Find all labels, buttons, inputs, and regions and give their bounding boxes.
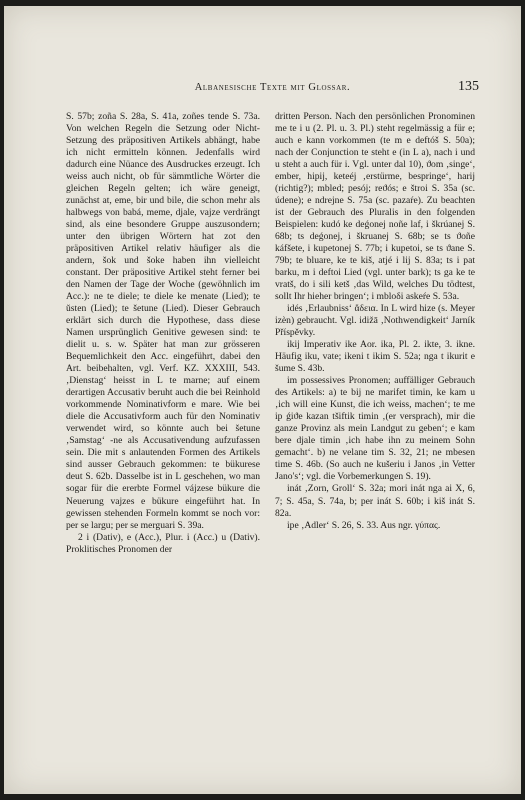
paragraph: dritten Person. Nach den persönlichen Pronominen me te i u (2. Pl. u. 3. Pl.) steht regelmässig a für e; auch e kann vorkommen (te m e deftóš S. 50a); nach der Conjunction te steht e (in L a), nach i und u steht a auch für i. Vgl. unter dal 10), ϑom ‚singe‘, ember, hipij, keteéj ‚erstürme, bespringe‘, harij (richtig?); mbled; pesój; reϑós; e štroi S. 35a (sc. údene); e ndrejne S. 75a (sc. pazaŕe). Zu beachten ist der Gebrauch des Pluralis in den folgenden Beispielen: kudó ke deǵonej noñe laf, i škrúanej S. 68b; ts deǵonej, i škruanej S. 68b; se ts ϑoñe káfšete, i kupetonej S. 77b; i kupetoi, se ts ϑane S. 79b; te bluare, ke te kiš, atjé i lij S. 83a; ts i pat barku, m i deftoi Lied (vgl. unter bark); ts ga ke te vratš, do i sili ketš ‚das Wild, welches Du tödtest, sollt Ihr hieher bringen‘; i mbloδi askeŕe S. 53a. [275,111,475,303]
entry-paragraph: ikij Imperativ ike Aor. ika, Pl. 2. ikte, 3. ikne. Häufig iku, vate; ikeni t ikim S. 52a; nga t ikurit e šume S. 43b. [275,339,475,375]
right-column [275,111,475,532]
entry-paragraph: inát ‚Zorn, Groll‘ S. 32a; mori inát nga ai X, 6, 7; S. 45a, S. 74a, b; per inát S. 60b; i kiš inát S. 82a. [275,483,475,519]
page-header [66,79,479,102]
entry-paragraph: im possessives Pronomen; auffälliger Gebrauch des Artikels: a) te bij ne marifet timin, ke kam u ‚ich will eine Kunst, die ich weiss, machen‘; te me ip ǵiϑe kazan tšiftik timin ‚(er versprach), mir die ganze Provinz als mein Landgut zu geben‘; e kam bere djale timin ‚ich habe ihn zu meinem Sohn gemacht‘. b) ne velane tim S. 32, 21; ne mbesen time S. 46b. (So auch ne kušeriu i Janos ‚in Vetter Jano's‘; vgl. die Vorbemerkungen S. 19). [275,375,475,483]
entry-paragraph: ipe ‚Adler‘ S. 26, S. 33. Aus ngr. γύπας. [287,519,441,531]
paragraph: S. 57b; zoña S. 28a, S. 41a, zoñes tende S. 73a. Von welchen Regeln die Setzung oder Nicht-Setzung des präpositiven Artikels abhängt, habe ich nicht ermitteln können. Jedenfalls wird dadurch eine Nüance des Ausdruckes erzeugt. Ich weiss auch nicht, ob für sämmtliche Wörter die gleichen Regeln gelten; ich wäre geneigt, zunächst at, eme, bir und bile, die schon mehr als halbwegs von babá, meme, djale, vajze verdrängt sind, als eine besondere Gruppe auszusondern; unter den übrigen Wörtern hat zot den präpositiven Artikel relativ häufiger als die andern, šok und šoke haben ihn vielleicht constant. Der präpositive Artikel steht ferner bei den Namen der Tage der Woche (gewöhnlich im Acc.): ne te diele; te diele ke menate (Lied); te ŭsten (Lied); te šetune (Lied). Dieser Gebrauch erklärt sich durch die Hypothese, dass diese Namen ursprünglich Genitive gewesen sind: te dielit u. s. w. Später hat man zur grösseren Bequemlichkeit den Acc. eingeführt, dabei den Art. beibehalten, vgl. Verf. KZ. XXXIII, 543. ‚Dienstag‘ heisst in L te marne; auf einem derartigen Accusativ beruht auch die bei Reinhold vorkommende Nominativform e mare. Wie bei diele die Accusativform auch für den Nominativ verwendet wird, so könnte auch bei šetune ‚Samstag‘ -ne als Accusativendung aufzufassen sein. Die mit s anlautenden Formen des Artikels sind ausser Gebrauch gekommen: te bükurese deut S. 62b. Dasselbe ist in L geschehen, wo man sogar für die ererbte Formel vájzese bükure die Neuerung vajzes e bükure eingeführt hat. In gewissen stehenden Formeln kommt se noch vor: per se largu; per se merguari S. 39a. [66,111,260,531]
entry-paragraph: idés ‚Erlaubniss‘ ἄδεια. In L wird hize (s. Meyer izèn) gebraucht. Vgl. idižā ‚Nothwendigkeit‘ Jarník Příspěvky. [275,303,475,339]
left-column [66,111,260,556]
entry-paragraph: 2 i (Dativ), e (Acc.), Plur. i (Acc.) u (Dativ). Proklitisches Pronomen der [66,531,260,555]
running-title: Albanesische Texte mit Glossar. [194,82,351,93]
page-number: 135 [458,79,479,94]
book-page [4,6,521,794]
